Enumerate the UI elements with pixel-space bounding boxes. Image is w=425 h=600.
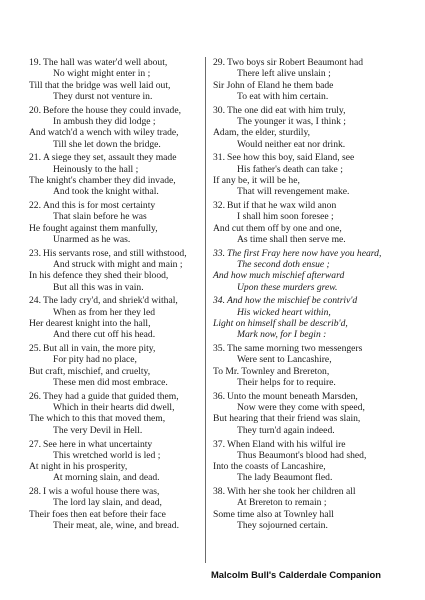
stanza (29, 295, 214, 340)
verse-line: Now were they come with speed, (237, 402, 365, 414)
verse-line (29, 105, 214, 116)
verse-line (29, 248, 214, 259)
verse-line: His wicked heart within, (237, 306, 331, 318)
stanza-number: 19. (29, 57, 41, 68)
stanza-number: 32. (213, 200, 225, 212)
verse-line (213, 295, 398, 306)
verse-line: Upon these murders grew. (237, 281, 338, 293)
verse-line: To Mr. Townley and Brereton, (213, 365, 330, 377)
verse-line: His father's death can take ; (237, 163, 343, 175)
stanza-number: 24. (29, 295, 41, 307)
verse-line: There left alive unslain ; (237, 68, 331, 80)
verse-line: Unarmed as he was. (53, 233, 131, 245)
verse-text: The one did eat with him truly, (227, 104, 346, 116)
verse-line (213, 391, 398, 402)
stanza-number: 36. (213, 390, 225, 402)
stanza-number: 30. (213, 104, 225, 116)
verse-text: A siege they set, assault they made (43, 152, 177, 164)
stanza (213, 343, 398, 388)
stanza-number: 26. (29, 390, 41, 402)
verse-line: But all this was in vain. (53, 281, 144, 293)
column-divider (205, 57, 206, 563)
stanza (29, 152, 214, 197)
verse-line (29, 391, 214, 402)
stanza (29, 391, 214, 436)
stanza (213, 248, 398, 293)
verse-line: In his defence they shed their blood, (29, 270, 169, 282)
stanza (213, 105, 398, 150)
verse-line: At night in his prosperity, (29, 461, 128, 473)
verse-text: See how this boy, said Eland, see (227, 152, 355, 164)
verse-line (213, 105, 398, 116)
verse-text: And how the mischief be contriv'd (227, 295, 358, 307)
verse-line: When as from her they led (53, 306, 156, 318)
stanza (29, 200, 214, 245)
verse-line: Adam, the elder, sturdily, (213, 127, 311, 139)
verse-line: Into the coasts of Lancashire, (213, 461, 326, 473)
stanza-number: 35. (213, 343, 225, 355)
verse-line (213, 439, 398, 450)
verse-line: Sir John of Eland he them bade (213, 79, 334, 91)
stanza-number: 34. (213, 295, 225, 307)
stanza (29, 248, 214, 293)
verse-line: They durst not venture in. (53, 90, 153, 102)
verse-line: This wretched world is led ; (53, 449, 161, 461)
verse-line: And cut them off by one and one, (213, 222, 342, 234)
verse-line: Their foes then eat before their face (29, 508, 166, 520)
verse-text: The lady cry'd, and shriek'd withal, (43, 295, 178, 307)
verse-line (213, 343, 398, 354)
verse-line: And struck with might and main ; (53, 259, 183, 271)
verse-line: No wight might enter in ; (53, 68, 151, 80)
verse-line: Heinously to the hall ; (53, 163, 139, 175)
stanza (213, 57, 398, 102)
verse-line: I shall him soon foresee ; (237, 211, 334, 223)
footer-credit: Malcolm Bull's Calderdale Companion (211, 569, 381, 580)
stanza-number: 21. (29, 152, 41, 164)
stanza-number: 29. (213, 57, 225, 68)
verse-line: But hearing that their friend was slain, (213, 413, 361, 425)
verse-line (29, 152, 214, 163)
verse-text: The hall was water'd well about, (43, 57, 168, 68)
verse-line: Her dearest knight into the hall, (29, 318, 151, 330)
verse-line (29, 486, 214, 497)
stanza (29, 57, 214, 102)
stanza (29, 439, 214, 484)
verse-line: The which to this that moved them, (29, 413, 166, 425)
verse-text: The same morning two messengers (227, 343, 363, 355)
verse-text: They had a guide that guided them, (43, 390, 179, 402)
verse-line: At morning slain, and dead. (53, 472, 160, 484)
verse-line (29, 200, 214, 211)
verse-line: And took the knight withal. (53, 186, 159, 198)
verse-text: I wis a woful house there was, (43, 486, 160, 498)
verse-line: The lady Beaumont fled. (237, 472, 333, 484)
stanza (29, 486, 214, 531)
verse-line: The lord lay slain, and dead, (53, 497, 162, 509)
stanza-number: 28. (29, 486, 41, 498)
verse-line: At Brereton to remain ; (237, 497, 327, 509)
verse-text: Two boys sir Robert Beaumont had (227, 57, 364, 68)
verse-line: They sojourned certain. (237, 520, 328, 532)
stanza (213, 391, 398, 436)
stanza (29, 343, 214, 388)
verse-line: For pity had no place, (53, 354, 137, 366)
stanza-number: 27. (29, 438, 41, 450)
verse-line: And there cut off his head. (53, 329, 156, 341)
verse-text: Before the house they could invade, (43, 104, 181, 116)
verse-line: Their meat, ale, wine, and bread. (53, 520, 179, 532)
stanza-number: 31. (213, 152, 225, 164)
stanza-number: 25. (29, 343, 41, 355)
verse-line: Which in their hearts did dwell, (53, 402, 175, 414)
verse-line: Till that the bridge was well laid out, (29, 79, 171, 91)
verse-text: The first Fray here now have you heard, (227, 247, 382, 259)
verse-line: These men did most embrace. (53, 377, 168, 389)
verse-line: Light on himself shall be describ'd, (213, 318, 348, 330)
verse-line: Were sent to Lancashire, (237, 354, 332, 366)
verse-line: The second doth ensue ; (237, 259, 330, 271)
stanza-number: 20. (29, 104, 41, 116)
stanza-number: 38. (213, 486, 225, 498)
stanza (213, 152, 398, 197)
verse-text: His servants rose, and still withstood, (43, 247, 187, 259)
stanza (213, 486, 398, 531)
verse-line (213, 248, 398, 259)
stanza (213, 439, 398, 484)
verse-text: Unto the mount beneath Marsden, (227, 390, 358, 402)
verse-line: Till she let down the bridge. (53, 138, 161, 150)
verse-line: Mark now, for I begin : (237, 329, 327, 341)
verse-line: That slain before he was (53, 211, 147, 223)
verse-line: But craft, mischief, and cruelty, (29, 365, 151, 377)
verse-line: They turn'd again indeed. (237, 424, 335, 436)
stanza-number: 37. (213, 438, 225, 450)
verse-text: But all in vain, the more pity, (43, 343, 156, 355)
verse-line (213, 486, 398, 497)
verse-line: Thus Beaumont's blood had shed, (237, 449, 367, 461)
right-column (213, 57, 398, 534)
verse-line: To eat with him certain. (237, 90, 329, 102)
stanza-number: 23. (29, 247, 41, 259)
verse-line (29, 295, 214, 306)
verse-line: In ambush they did lodge ; (53, 115, 156, 127)
verse-text: With her she took her children all (227, 486, 356, 498)
verse-line (213, 200, 398, 211)
verse-line: Would neither eat nor drink. (237, 138, 346, 150)
verse-line: As time shall then serve me. (237, 233, 346, 245)
verse-line (29, 439, 214, 450)
left-column (29, 57, 214, 534)
verse-line: The knight's chamber they did invade, (29, 174, 176, 186)
verse-text: When Eland with his wilful ire (227, 438, 346, 450)
verse-text: See here in what uncertainty (43, 438, 153, 450)
verse-line: If any be, it will be he, (213, 174, 300, 186)
stanza (213, 295, 398, 340)
verse-text: But if that he wax wild anon (227, 200, 337, 212)
stanza-number: 22. (29, 200, 41, 212)
verse-line: He fought against them manfully, (29, 222, 158, 234)
verse-line: The very Devil in Hell. (53, 424, 143, 436)
verse-line: Their helps for to require. (237, 377, 336, 389)
verse-line (213, 152, 398, 163)
verse-line (213, 57, 398, 68)
verse-line: Some time also at Townley hall (213, 508, 334, 520)
verse-line: The younger it was, I think ; (237, 115, 346, 127)
stanza (29, 105, 214, 150)
verse-line (29, 57, 214, 68)
verse-text: And this is for most certainty (43, 200, 156, 212)
verse-line: That will revengement make. (237, 186, 350, 198)
verse-line: And how much mischief afterward (213, 270, 345, 282)
verse-line (29, 343, 214, 354)
verse-line: And watch'd a wench with wiley trade, (29, 127, 179, 139)
stanza (213, 200, 398, 245)
stanza-number: 33. (213, 247, 225, 259)
